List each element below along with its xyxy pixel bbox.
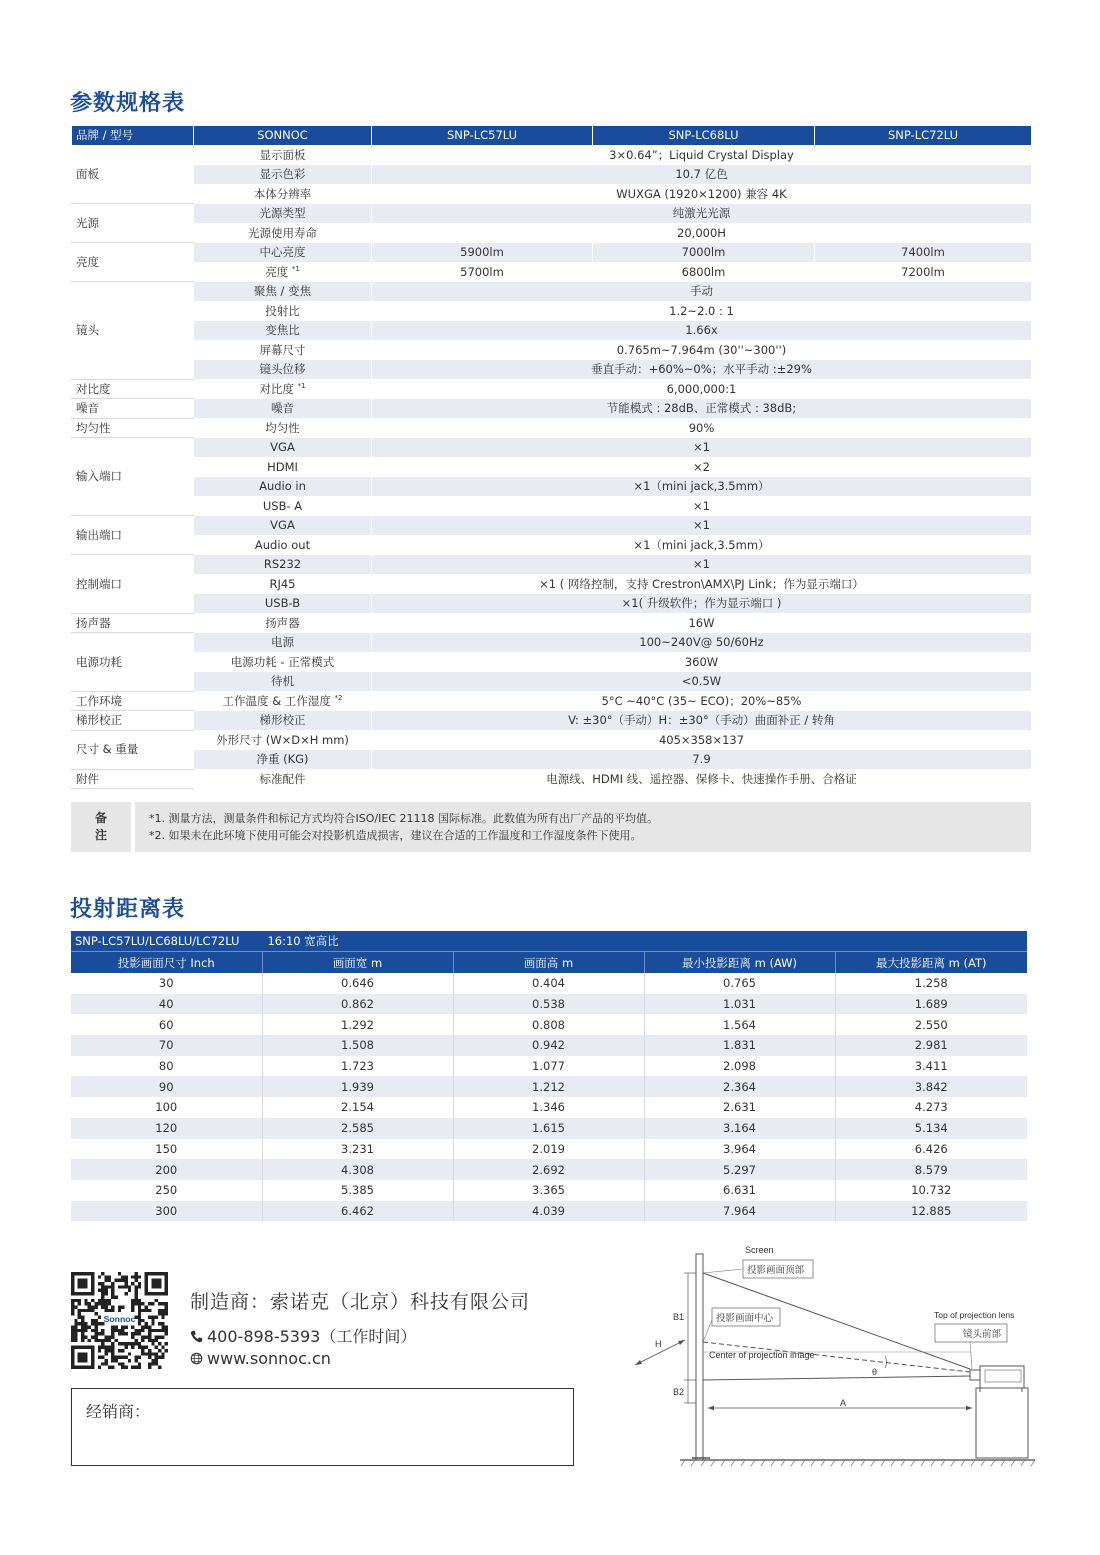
- distance-header-row: [71, 952, 1027, 974]
- distance-model: SNP-LC57LU/LC68LU/LC72LU: [75, 934, 240, 948]
- distance-cell: 5.134: [835, 1118, 1027, 1139]
- spec-value: 电源线、HDMI 线、遥控器、保修卡、快速操作手册、合格证: [372, 769, 1032, 789]
- spec-value: 节能模式 : 28dB、正常模式 : 38dB;: [372, 399, 1032, 419]
- spec-row: [72, 711, 1032, 731]
- distance-row: [71, 994, 1027, 1015]
- distance-aspect: 16:10 宽高比: [267, 934, 339, 948]
- distance-cell: 2.098: [644, 1056, 835, 1077]
- distance-cell: 1.346: [453, 1097, 644, 1118]
- spec-value: ×1: [372, 516, 1032, 536]
- spec-label-text: VGA: [270, 440, 295, 454]
- spec-label: [194, 496, 372, 516]
- distance-row: [71, 1056, 1027, 1077]
- label-top-of-lens: Top of projection lens: [934, 1310, 1015, 1320]
- spec-label-text: 显示面板: [259, 147, 306, 162]
- spec-value: ×1: [372, 438, 1032, 458]
- distance-cell: 1.258: [835, 973, 1027, 994]
- phone-icon: [190, 1330, 203, 1343]
- spec-label-text: Audio in: [259, 479, 306, 493]
- spec-value: 405×358×137: [372, 730, 1032, 750]
- spec-label: [194, 399, 372, 419]
- spec-category: 对比度: [72, 379, 194, 399]
- spec-label-text: USB- A: [262, 498, 303, 513]
- spec-label-text: RJ45: [269, 576, 296, 591]
- spec-label: [194, 360, 372, 380]
- spec-category: 控制端口: [72, 555, 194, 614]
- distance-cell: 10.732: [835, 1180, 1027, 1201]
- spec-row: [72, 360, 1032, 380]
- spec-category: 电源功耗: [72, 633, 194, 692]
- spec-label: [194, 730, 372, 750]
- spec-label: [194, 184, 372, 204]
- spec-value: 20,000H: [372, 223, 1032, 243]
- spec-row: [72, 535, 1032, 555]
- distance-cell: 2.364: [644, 1076, 835, 1097]
- spec-category: 均匀性: [72, 418, 194, 438]
- spec-label: [194, 672, 372, 692]
- distance-row: [71, 1180, 1027, 1201]
- spec-row: [72, 730, 1032, 750]
- distance-cell: 2.154: [262, 1097, 453, 1118]
- spec-row: [72, 613, 1032, 633]
- spec-value: 7200lm: [815, 262, 1032, 282]
- notes-label: [71, 802, 131, 852]
- spec-value: 0.765m~7.964m (30''~300''): [372, 340, 1032, 360]
- spec-value: ×1（mini jack,3.5mm）: [372, 477, 1032, 497]
- label-a: A: [840, 1398, 847, 1408]
- distance-row: [71, 1014, 1027, 1035]
- notes-label-char: 备: [94, 811, 107, 825]
- spec-row: [72, 769, 1032, 789]
- distance-cell: 60: [71, 1014, 262, 1035]
- distance-row: [71, 1159, 1027, 1180]
- distance-cell: 0.538: [453, 994, 644, 1015]
- spec-label-text: HDMI: [267, 459, 298, 474]
- spec-row: [72, 340, 1032, 360]
- spec-label-text: RS232: [263, 557, 302, 571]
- spec-row: [72, 574, 1032, 594]
- spec-value: 5700lm: [372, 262, 593, 282]
- distance-cell: 3.411: [835, 1056, 1027, 1077]
- distance-cell: 120: [71, 1118, 262, 1139]
- spec-label: [194, 477, 372, 497]
- spec-row: [72, 516, 1032, 536]
- spec-footnote-ref: *1: [291, 264, 300, 273]
- spec-category: 亮度: [72, 243, 194, 282]
- spec-value: ×1 ( 网络控制，支持 Crestron\AMX\PJ Link；作为显示端口）: [372, 574, 1032, 594]
- distance-row: [71, 1035, 1027, 1056]
- spec-label-text: 变焦比: [265, 323, 300, 337]
- distance-cell: 1.508: [262, 1035, 453, 1056]
- phone-line: [190, 1324, 416, 1347]
- spec-category: 尺寸 & 重量: [72, 730, 194, 769]
- spec-label: [194, 769, 372, 789]
- distance-cell: 90: [71, 1076, 262, 1097]
- spec-row: [72, 301, 1032, 321]
- spec-label: [194, 555, 372, 575]
- spec-row: [72, 555, 1032, 575]
- distance-row: [71, 973, 1027, 994]
- spec-value: 垂直手动：+60%~0%；水平手动 :±29%: [372, 360, 1032, 380]
- spec-row: [72, 691, 1032, 711]
- distance-table: [71, 931, 1027, 1221]
- qr-brand-logo: Sonnoc: [103, 1314, 136, 1325]
- distance-model-row: [71, 931, 1027, 952]
- company-name: 制造商：索诺克（北京）科技有限公司: [190, 1291, 531, 1313]
- spec-label-text: 标准配件: [259, 771, 306, 786]
- distance-cell: 5.297: [644, 1159, 835, 1180]
- spec-label-text: 光源使用寿命: [248, 225, 317, 240]
- distance-header-cell: 最大投影距离 m (AT): [835, 952, 1027, 974]
- distance-row: [71, 1118, 1027, 1139]
- distance-cell: 2.019: [453, 1139, 644, 1160]
- spec-value: 3×0.64”；Liquid Crystal Display: [372, 145, 1032, 165]
- label-screen: Screen: [745, 1245, 774, 1255]
- spec-value: 6800lm: [593, 262, 815, 282]
- spec-section-title: 参数规格表: [70, 91, 186, 116]
- spec-label: [194, 652, 372, 672]
- distance-cell: 8.579: [835, 1159, 1027, 1180]
- distance-cell: 5.385: [262, 1180, 453, 1201]
- spec-label: [194, 165, 372, 185]
- spec-value: 6,000,000:1: [372, 379, 1032, 399]
- globe-icon: [190, 1352, 203, 1365]
- spec-row: [72, 184, 1032, 204]
- distance-cell: 0.808: [453, 1014, 644, 1035]
- spec-label-text: 本体分辨率: [253, 186, 312, 201]
- distance-cell: 40: [71, 994, 262, 1015]
- distance-cell: 6.462: [262, 1201, 453, 1222]
- distance-header-cell: 画面宽 m: [262, 952, 453, 974]
- spec-category: 输入端口: [72, 438, 194, 516]
- spec-label-text: 扬声器: [265, 615, 300, 630]
- label-b2: B2: [673, 1387, 685, 1397]
- distance-section-title: 投射距离表: [70, 897, 186, 922]
- distance-cell: 1.831: [644, 1035, 835, 1056]
- distance-header-cell: 画面高 m: [453, 952, 644, 974]
- distance-cell: 100: [71, 1097, 262, 1118]
- distance-cell: 70: [71, 1035, 262, 1056]
- distance-cell: 4.308: [262, 1159, 453, 1180]
- notes-box: [71, 802, 1031, 852]
- note-line-1: *1. 测量方法，测量条件和标记方式均符合ISO/IEC 21118 国际标准。此数值为所有出厂产品的平均值。: [149, 812, 658, 825]
- distance-cell: 1.292: [262, 1014, 453, 1035]
- spec-header-row: [72, 126, 1032, 146]
- spec-category: 面板: [72, 145, 194, 204]
- distance-cell: 3.365: [453, 1180, 644, 1201]
- label-h: H: [655, 1339, 662, 1349]
- spec-value: 360W: [372, 652, 1032, 672]
- note-line-2: *2. 如果未在此环境下使用可能会对投影机造成损害，建议在合适的工作温度和工作湿度条件下使用。: [149, 829, 642, 842]
- spec-label: [194, 711, 372, 731]
- spec-label-text: 聚焦 / 变焦: [253, 284, 312, 298]
- spec-label-text: 噪音: [271, 401, 294, 415]
- spec-value: 90%: [372, 418, 1032, 438]
- spec-category: 附件: [72, 769, 194, 789]
- spec-label-text: Audio out: [254, 537, 311, 552]
- spec-value: 1.66x: [372, 321, 1032, 341]
- spec-value: ×1: [372, 496, 1032, 516]
- spec-value: ×1: [372, 555, 1032, 575]
- distance-cell: 3.164: [644, 1118, 835, 1139]
- spec-value: ×1( 升级软件；作为显示端口 ): [372, 594, 1032, 614]
- spec-label-text: 中心亮度: [259, 245, 306, 259]
- distance-cell: 4.039: [453, 1201, 644, 1222]
- distance-cell: 3.231: [262, 1139, 453, 1160]
- distance-cell: 1.212: [453, 1076, 644, 1097]
- spec-label: [194, 282, 372, 302]
- spec-row: [72, 750, 1032, 770]
- spec-row: [72, 438, 1032, 458]
- website-line: [190, 1349, 331, 1368]
- label-top-of-image: 投影画面顶部: [747, 1265, 805, 1276]
- distance-cell: 1.723: [262, 1056, 453, 1077]
- spec-label-text: USB-B: [264, 596, 301, 610]
- spec-label: [194, 594, 372, 614]
- distance-header-cell: 投影画面尺寸 Inch: [71, 952, 262, 974]
- spec-row: [72, 477, 1032, 497]
- spec-row: [72, 262, 1032, 282]
- label-center-en: Center of projection image: [709, 1350, 815, 1360]
- label-lens-front: 镜头前部: [963, 1329, 1002, 1340]
- distance-row: [71, 1201, 1027, 1222]
- distance-cell: 2.550: [835, 1014, 1027, 1035]
- distance-cell: 1.077: [453, 1056, 644, 1077]
- spec-label: [194, 340, 372, 360]
- distance-cell: 2.631: [644, 1097, 835, 1118]
- distance-cell: 2.585: [262, 1118, 453, 1139]
- distance-cell: 200: [71, 1159, 262, 1180]
- spec-value: V: ±30°（手动）H：±30°（手动）曲面补正 / 转角: [372, 711, 1032, 731]
- spec-header-cell: SNP-LC68LU: [593, 126, 815, 146]
- distance-cell: 0.862: [262, 994, 453, 1015]
- spec-row: [72, 594, 1032, 614]
- spec-value: 7000lm: [593, 243, 815, 263]
- spec-category: 光源: [72, 204, 194, 243]
- spec-row: [72, 672, 1032, 692]
- spec-footnote-ref: *2: [334, 693, 343, 702]
- spec-value: 10.7 亿色: [372, 165, 1032, 185]
- spec-label: [194, 301, 372, 321]
- spec-label: [194, 633, 372, 653]
- distance-cell: 0.942: [453, 1035, 644, 1056]
- spec-row: [72, 457, 1032, 477]
- spec-label: [194, 243, 372, 263]
- spec-row: [72, 243, 1032, 263]
- distance-cell: 1.031: [644, 994, 835, 1015]
- distance-cell: 1.939: [262, 1076, 453, 1097]
- spec-label: [194, 321, 372, 341]
- spec-label: [194, 535, 372, 555]
- distance-cell: 3.842: [835, 1076, 1027, 1097]
- spec-row: [72, 379, 1032, 399]
- spec-category: 噪音: [72, 399, 194, 419]
- projection-diagram: [630, 1240, 1040, 1470]
- distance-cell: 12.885: [835, 1201, 1027, 1222]
- distance-row: [71, 1097, 1027, 1118]
- spec-label: [194, 262, 372, 282]
- spec-category: 扬声器: [72, 613, 194, 633]
- distance-cell: 7.964: [644, 1201, 835, 1222]
- distance-cell: 1.689: [835, 994, 1027, 1015]
- distance-cell: 2.692: [453, 1159, 644, 1180]
- spec-row: [72, 496, 1032, 516]
- distance-cell: 80: [71, 1056, 262, 1077]
- distance-cell: 6.426: [835, 1139, 1027, 1160]
- spec-value: ×1（mini jack,3.5mm）: [372, 535, 1032, 555]
- spec-row: [72, 204, 1032, 224]
- spec-label-text: 待机: [271, 674, 294, 688]
- spec-row: [72, 633, 1032, 653]
- distance-cell: 0.404: [453, 973, 644, 994]
- distance-cell: 300: [71, 1201, 262, 1222]
- distance-cell: 1.615: [453, 1118, 644, 1139]
- spec-row: [72, 418, 1032, 438]
- spec-label: [194, 145, 372, 165]
- spec-value: 100~240V@ 50/60Hz: [372, 633, 1032, 653]
- distance-cell: 2.981: [835, 1035, 1027, 1056]
- spec-category: 工作环境: [72, 691, 194, 711]
- spec-label: [194, 750, 372, 770]
- spec-value: 手动: [372, 282, 1032, 302]
- spec-label-text: 梯形校正: [259, 713, 306, 727]
- spec-header-cell: SNP-LC57LU: [372, 126, 593, 146]
- distance-cell: 3.964: [644, 1139, 835, 1160]
- spec-value: WUXGA (1920×1200) 兼容 4K: [372, 184, 1032, 204]
- spec-value: <0.5W: [372, 672, 1032, 692]
- distance-cell: 30: [71, 973, 262, 994]
- qr-code: [71, 1272, 168, 1369]
- spec-value: 7.9: [372, 750, 1032, 770]
- distance-cell: 250: [71, 1180, 262, 1201]
- spec-label: [194, 613, 372, 633]
- spec-row: [72, 165, 1032, 185]
- spec-footnote-ref: *1: [297, 381, 306, 390]
- label-image-center: 投影画面中心: [716, 1313, 774, 1324]
- spec-label-text: 净重 (KG): [256, 752, 309, 766]
- spec-label-text: 投射比: [265, 303, 300, 318]
- spec-label: [194, 438, 372, 458]
- spec-label: [194, 457, 372, 477]
- spec-label-text: 光源类型: [259, 206, 306, 220]
- spec-category: 梯形校正: [72, 711, 194, 731]
- spec-label: [194, 418, 372, 438]
- spec-row: [72, 321, 1032, 341]
- label-theta: θ: [872, 1367, 878, 1377]
- spec-label-text: 电源功耗 - 正常模式: [230, 654, 335, 669]
- spec-label-text: 屏幕尺寸: [259, 342, 306, 357]
- notes-label-char: 注: [94, 828, 107, 842]
- spec-header-cell: SNP-LC72LU: [815, 126, 1032, 146]
- spec-label-text: 亮度: [265, 264, 289, 279]
- website-url: www.sonnoc.cn: [207, 1349, 331, 1368]
- spec-label-text: 均匀性: [265, 420, 300, 435]
- spec-label-text: 显示色彩: [259, 167, 306, 181]
- distance-cell: 0.765: [644, 973, 835, 994]
- distance-header-cell: 最小投影距离 m (AW): [644, 952, 835, 974]
- distance-cell: 0.646: [262, 973, 453, 994]
- spec-header-cell: 品牌 / 型号: [72, 126, 194, 146]
- spec-label: [194, 223, 372, 243]
- dealer-box: [71, 1388, 574, 1466]
- spec-label: [194, 204, 372, 224]
- spec-value: 1.2~2.0 : 1: [372, 301, 1032, 321]
- notes-text: [135, 802, 1031, 852]
- spec-header-cell: SONNOC: [194, 126, 372, 146]
- distance-cell: 150: [71, 1139, 262, 1160]
- label-b1: B1: [673, 1312, 685, 1322]
- spec-value: ×2: [372, 457, 1032, 477]
- spec-label-text: 工作温度 & 工作湿度: [222, 693, 331, 708]
- spec-row: [72, 223, 1032, 243]
- spec-label-text: 电源: [271, 635, 294, 649]
- spec-value: 纯激光光源: [372, 204, 1032, 224]
- spec-category: 镜头: [72, 282, 194, 380]
- distance-cell: 1.564: [644, 1014, 835, 1035]
- spec-row: [72, 399, 1032, 419]
- spec-category: 输出端口: [72, 516, 194, 555]
- distance-row: [71, 1139, 1027, 1160]
- spec-row: [72, 652, 1032, 672]
- spec-label: [194, 574, 372, 594]
- spec-row: [72, 282, 1032, 302]
- spec-label-text: VGA: [270, 518, 295, 532]
- spec-label-text: 镜头位移: [259, 362, 306, 376]
- distance-cell: 6.631: [644, 1180, 835, 1201]
- phone-number: 400-898-5393（工作时间）: [207, 1327, 417, 1346]
- spec-value: 5900lm: [372, 243, 593, 263]
- spec-value: 16W: [372, 613, 1032, 633]
- spec-label: [194, 691, 372, 711]
- dealer-label: 经销商：: [86, 1402, 151, 1421]
- distance-cell: 4.273: [835, 1097, 1027, 1118]
- spec-label-text: 对比度: [259, 381, 294, 396]
- spec-label: [194, 516, 372, 536]
- spec-row: [72, 145, 1032, 165]
- spec-value: 5°C ~40°C (35~ ECO)；20%~85%: [372, 691, 1032, 711]
- spec-label-text: 外形尺寸 (W×D×H mm): [216, 732, 349, 747]
- spec-value: 7400lm: [815, 243, 1032, 263]
- spec-label: [194, 379, 372, 399]
- spec-table: [71, 125, 1032, 789]
- distance-row: [71, 1076, 1027, 1097]
